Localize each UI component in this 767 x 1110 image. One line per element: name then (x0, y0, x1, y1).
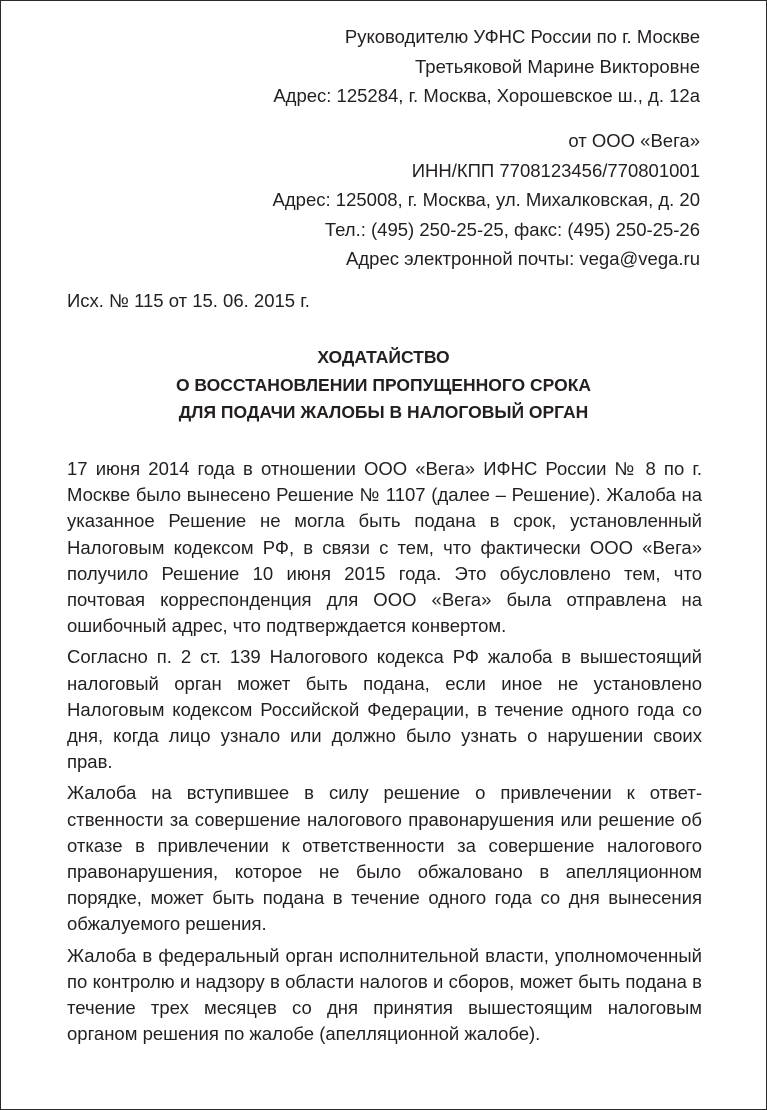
recipient-title: Руководителю УФНС России по г. Москве (344, 26, 700, 47)
body-paragraph: 17 июня 2014 года в отношении ООО «Вега» ИФНС России № 8 по г. Москве было вынесено Решение № 1107 (далее – Решение). Жалоба на указанное Решение не могла быть подана в срок, установленный Налоговым кодексом РФ, в связи с тем, что фактически ООО «Вега» получило Решение 10 июня 2015 года. Это обусловлено тем, что почтовая корреспонденция для ООО «Вега» была отправлена на ошибочный адрес, что подтверждается конвертом. (67, 458, 702, 637)
body-paragraph: Согласно п. 2 ст. 139 Налогового кодекса РФ жалоба в вышестоящий налоговый орган может быть подана, если иное не установлено Налоговым кодексом Российской Федерации, в течение одного года со дня, когда лицо узнало или должно было узнать о нарушении своих прав. (67, 646, 702, 773)
sender-org: от ООО «Вега» (568, 130, 700, 151)
body-paragraph: Жалоба на вступившее в силу решение о привлечении к ответственности за совершение налогового правонарушения или решение об отказе в привлечении к ответственности за совершение налогового правонарушения, которое не было обжаловано в апелляционном порядке, может быть подана в течение одного года со дня вынесения обжалуемого решения. (67, 782, 702, 935)
title-line: ДЛЯ ПОДАЧИ ЖАЛОБЫ В НАЛОГОВЫЙ ОРГАН (178, 402, 589, 422)
body-paragraph: Жалоба в федеральный орган исполнительной власти, уполномоченный по контролю и надзору в области налогов и сборов, может быть подана в течение трех месяцев со дня принятия вышестоящим налоговым органом решения по жалобе (апелляционной жалобе). (67, 944, 702, 1045)
sender-email: Адрес электронной почты: vega@vega.ru (346, 248, 700, 269)
recipient-address: Адрес: 125284, г. Москва, Хорошевское ш., д. 12а (273, 85, 700, 106)
sender-block (273, 126, 700, 274)
sender-address: Адрес: 125008, г. Москва, ул. Михалковская, д. 20 (272, 189, 700, 210)
recipient-block (273, 22, 700, 111)
outgoing-reference: Исх. № 115 от 15. 06. 2015 г. (67, 290, 310, 311)
recipient-name: Третьяковой Марине Викторовне (415, 55, 700, 77)
document-title (67, 344, 700, 427)
sender-inn-kpp: ИНН/КПП 7708123456/770801001 (411, 159, 700, 181)
title-line: О ВОССТАНОВЛЕНИИ ПРОПУЩЕННОГО СРОКА (175, 374, 592, 395)
sender-phone-fax: Тел.: (495) 250-25-25, факс: (495) 250-25-26 (324, 218, 700, 240)
title-line: ХОДАТАЙСТВО (317, 347, 450, 367)
document-body (67, 456, 702, 1052)
